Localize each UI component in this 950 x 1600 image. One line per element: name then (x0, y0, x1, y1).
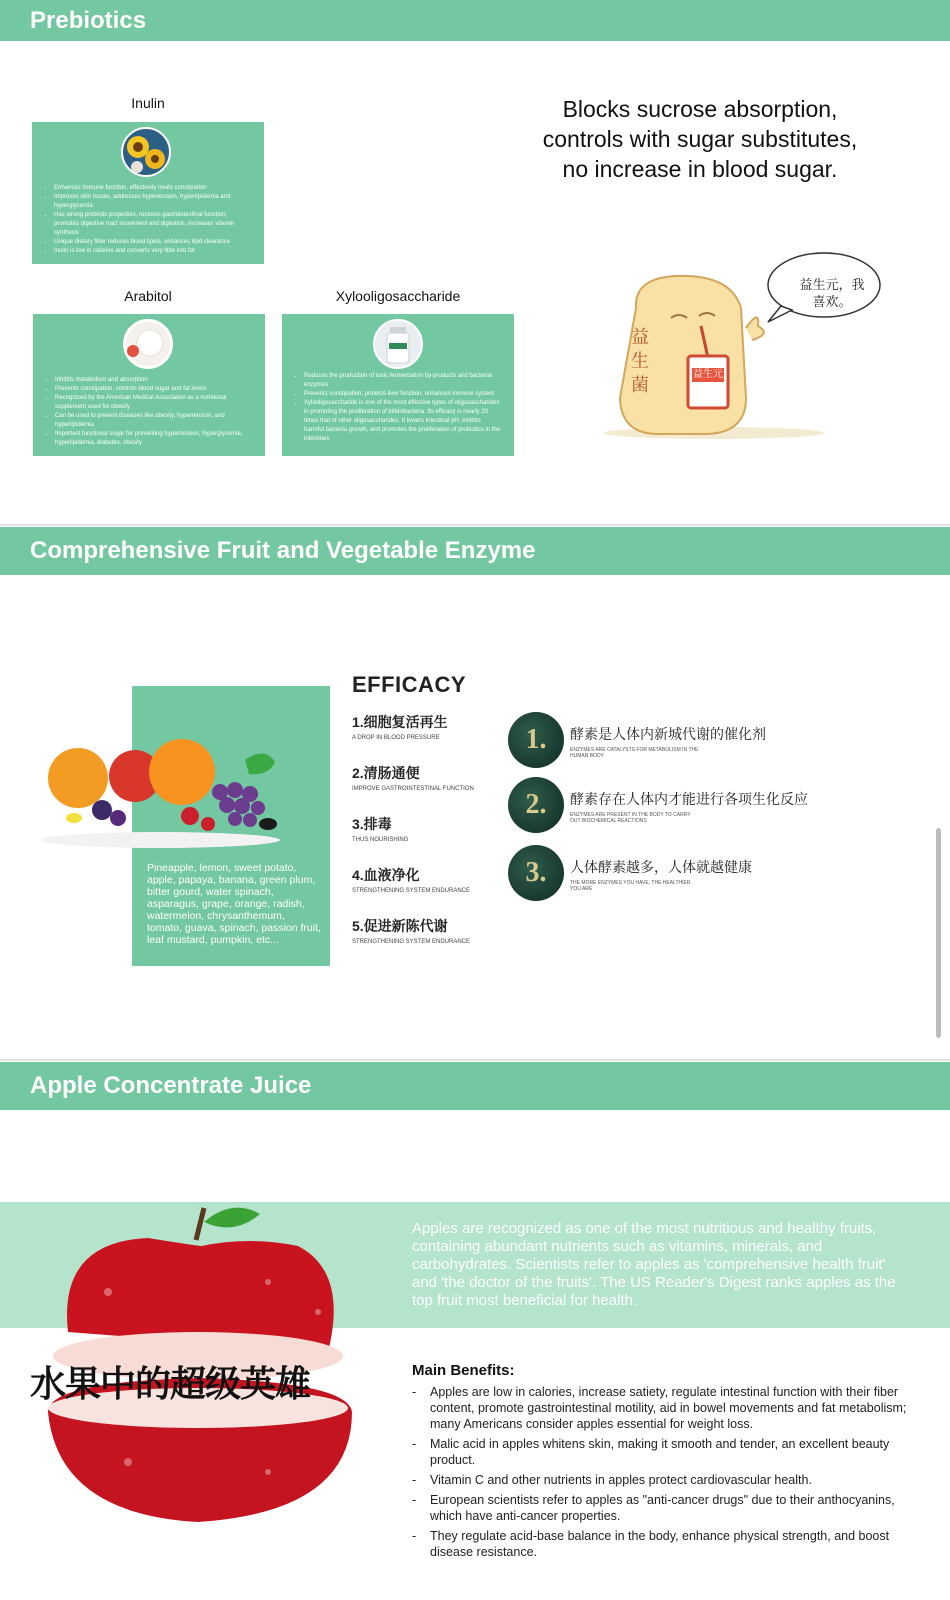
section-title: Prebiotics (30, 6, 147, 34)
efficacy-item-zh: 3.排毒 (352, 816, 392, 832)
enzyme-fact-zh: 酵素是人体内新城代谢的催化剂 (570, 726, 766, 742)
benefit-item: - European scientists refer to apples as "anti-cancer drugs" due to their anthocyanins, which have anti-cancer properties. (412, 1492, 912, 1524)
efficacy-item (352, 916, 512, 945)
card-bullet: • Prevents constipation, protects liver function, enhances immune system (304, 390, 502, 399)
card-bullet: • Recognized by the American Medical Association as a nutritional supplement used for obesity (55, 394, 253, 412)
efficacy-item-zh: 1.细胞复活再生 (352, 714, 448, 730)
number-badge: 2. (508, 777, 564, 833)
enzyme-fact (570, 724, 870, 759)
enzyme-fact-en: ENZYMES ARE CATALYSTS FOR METABOLISM IN THE HUMAN BODY (570, 747, 699, 759)
card-arabitol (33, 314, 265, 456)
card-bullet: • Inulin is low in calories and converts very little into fat (54, 247, 252, 256)
card-bullet: • Can be used to prevent diseases like obesity, hypertension, and hyperlipidemia (55, 412, 253, 430)
card-title-xylooligosaccharide: Xylooligosaccharide (335, 288, 461, 304)
efficacy-item (352, 814, 512, 843)
card-bullet: • Prevents constipation, controls blood sugar and fat levels (55, 385, 253, 394)
card-title-inulin: Inulin (131, 95, 165, 111)
card-bullet: • Important functional sugar for preventing hypertension, hyperglycemia, hyperlipidemia, diabetes, obesity (55, 430, 253, 448)
section-divider (0, 524, 950, 526)
apple-intro-text: Apples are recognized as one of the most nutritious and healthy fruits, containing abundant nutrients such as vitamins, minerals, and carbohydrates. Scientists refer to apples as 'comprehensive health fruit' and 'the doctor of the fruits'. The US Reader's Digest ranks apples as the top fruit most beneficial for health. (412, 1220, 896, 1309)
mascot-body-text: 益生菌 (631, 327, 649, 396)
card-bullet: • Xylooligosaccharide is one of the most effective types of oligosaccharides in promoting the proliferation of bifidobacteria. Its efficacy is nearly 20 times that of other oligosaccharides. It lowers intestinal pH, inhibits harmful bacteria growth, and promotes the proliferation of probiotics in the intestines (304, 399, 502, 444)
card-bullet: • Improves skin issues, addresses hypertension, hyperlipidemia and hyperglycemia (54, 193, 252, 211)
enzyme-fact (570, 789, 870, 824)
section-title: Comprehensive Fruit and Vegetable Enzyme (30, 537, 536, 564)
efficacy-item (352, 865, 512, 894)
card-bullet: • Has strong prebiotic properties, restores gastrointestinal function, promotes digestive tract movement and digestion, increases vitamin synthesis (54, 211, 252, 238)
fruits-image (30, 720, 290, 850)
efficacy-item-zh: 5.促进新陈代谢 (352, 918, 448, 934)
card-xylooligosaccharide (282, 314, 514, 456)
enzyme-fact (570, 857, 870, 892)
slogan (500, 94, 900, 184)
efficacy-item-zh: 2.清肠通便 (352, 765, 420, 781)
enzyme-fact-en: ENZYMES ARE PRESENT IN THE BODY TO CARRY OUT BIOCHEMICAL REACTIONS (570, 812, 691, 824)
apple-caption: 水果中的超级英雄 (30, 1363, 311, 1405)
efficacy-item (352, 763, 512, 792)
card-bullet: • Unique dietary fiber reduces blood lipids, enhances lipid clearance (54, 238, 252, 247)
card-bullet: • Reduces the production of toxic fermentation by-products and bacterial enzymes (304, 372, 502, 390)
benefit-item: - They regulate acid-base balance in the body, enhance physical strength, and boost disease resistance. (412, 1528, 912, 1560)
section-title: Apple Concentrate Juice (30, 1072, 312, 1099)
benefit-item: - Vitamin C and other nutrients in apples protect cardiovascular health. (412, 1472, 912, 1488)
benefits-title: Main Benefits: (412, 1362, 515, 1379)
efficacy-title: EFFICACY (352, 672, 466, 697)
mascot-cup-text: 益生元 (693, 369, 723, 380)
section-header-apple (0, 1062, 950, 1110)
card-title-arabitol: Arabitol (124, 288, 172, 304)
card-inulin (32, 122, 264, 264)
section-header-enzyme (0, 527, 950, 575)
enzyme-fact-zh: 人体酵素越多，人体就越健康 (570, 859, 752, 875)
vertical-scrollbar[interactable] (936, 828, 941, 1038)
efficacy-item-zh: 4.血液净化 (352, 867, 420, 883)
number-badge: 3. (508, 845, 564, 901)
efficacy-item (352, 712, 512, 741)
slogan-line: Blocks sucrose absorption, (562, 96, 838, 122)
card-bullet: • Inhibits metabolism and absorption (55, 376, 253, 385)
efficacy-item-en: A DROP IN BLOOD PRESSURE (352, 735, 440, 741)
enzyme-fact-zh: 酵素存在人体内才能进行各项生化反应 (570, 791, 808, 807)
efficacy-item-en: STRENGTHENING SYSTEM ENDURANCE (352, 939, 471, 945)
card-bullet: • Enhances immune function, effectively treats constipation (54, 184, 252, 193)
bottle-image (373, 319, 423, 369)
slogan-line: controls with sugar substitutes, (542, 126, 858, 152)
benefit-item: - Malic acid in apples whitens skin, making it smooth and tender, an excellent beauty product. (412, 1436, 912, 1468)
slogan-line: no increase in blood sugar. (562, 156, 838, 182)
efficacy-item-en: STRENGTHENING SYSTEM ENDURANCE (352, 888, 471, 894)
benefit-item: - Apples are low in calories, increase satiety, regulate intestinal function with their fiber content, promote gastrointestinal motility, aid in bowel movements and fat metabolism; many Americans consider apples essential for weight loss. (412, 1384, 912, 1432)
benefits-list (412, 1384, 912, 1564)
speech-bubble-text: 益生元，我喜欢。 (799, 277, 865, 309)
number-badge: 1. (508, 712, 564, 768)
enzyme-fact-en: THE MORE ENZYMES YOU HAVE, THE HEALTHIER YOU ARE (570, 880, 691, 892)
efficacy-item-en: THUS NOURISHING (352, 837, 409, 843)
sunflower-image (121, 127, 171, 177)
section-divider (0, 1059, 950, 1061)
efficacy-item-en: IMPROVE GASTROINTESTINAL FUNCTION (352, 786, 474, 792)
section-header-prebiotics (0, 0, 950, 41)
powder-image (123, 319, 173, 369)
ingredients-text: Pineapple, lemon, sweet potato, apple, papaya, banana, green plum, bitter gourd, water spinach, asparagus, grape, orange, radish, watermelon, chrysanthemum, tomato, guava, spinach, passion fruit, leaf mustard, pumpkin, etc... (147, 862, 321, 946)
